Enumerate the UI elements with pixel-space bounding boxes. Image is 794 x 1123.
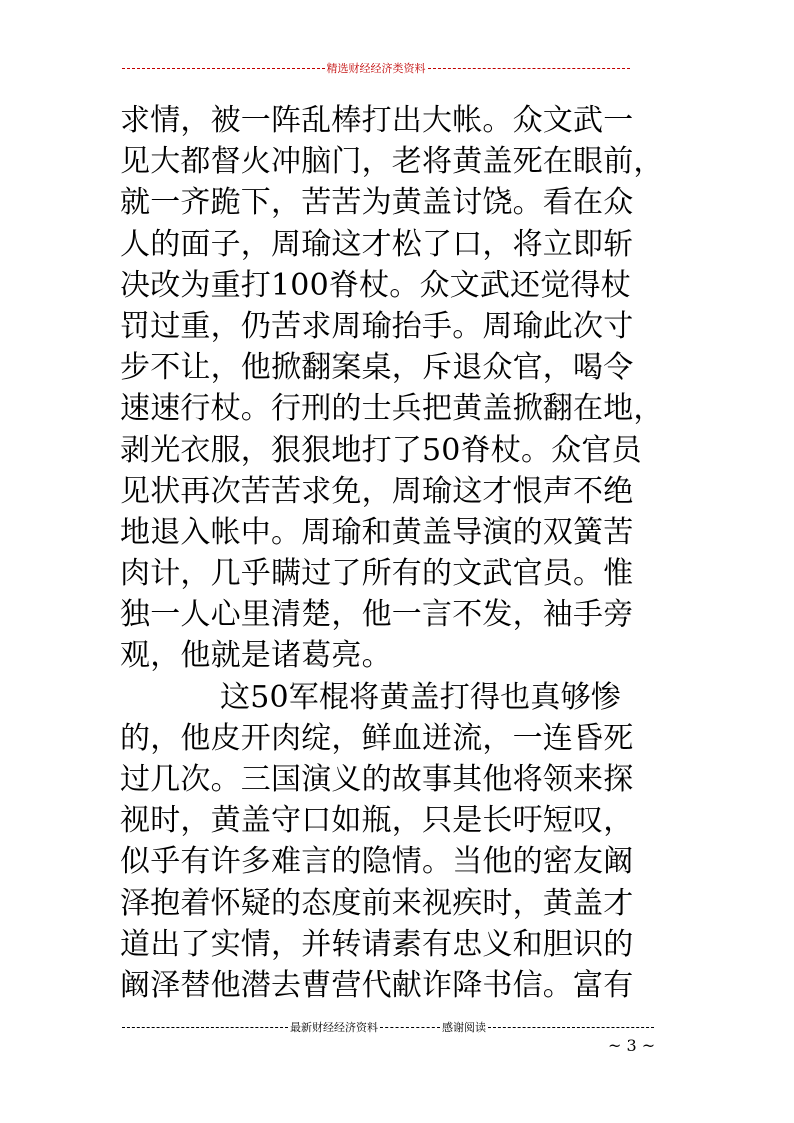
header-title: 精选财经经济类资料: [326, 62, 426, 75]
footer-right-label: 感谢阅读: [442, 1021, 486, 1034]
text-line: 独一人心里清楚，他一言不发，袖手旁: [120, 597, 634, 633]
text-line: 决改为重打100脊杖。众文武还觉得杖: [120, 267, 631, 303]
paragraph-first-line: 这50军棍将黄盖打得也真够惨: [220, 679, 621, 715]
footer-dash-left: [122, 1027, 288, 1028]
text-line: 速速行杖。行刑的士兵把黄盖掀翻在地，: [120, 391, 664, 427]
text-line: 肉计，几乎瞒过了所有的文武官员。惟: [120, 556, 634, 592]
text-line: 步不让，他掀翻案桌，斥退众官，喝令: [120, 350, 634, 386]
text-line: 的，他皮开肉绽，鲜血迸流，一连昏死: [120, 720, 634, 756]
header-dash-right: [428, 68, 631, 69]
page-footer: [120, 1018, 656, 1036]
text-line: 过几次。三国演义的故事其他将领来探: [120, 762, 634, 797]
text-line: 人的面子，周瑜这才松了口，将立即斩: [120, 226, 634, 262]
page-header: [120, 58, 632, 78]
text-line: 罚过重，仍苦求周瑜抬手。周瑜此次寸: [120, 308, 634, 344]
footer-dash-right: [488, 1027, 654, 1028]
header-dash-left: [122, 68, 325, 69]
text-line: 见状再次苦苦求免，周瑜这才恨声不绝: [120, 473, 634, 509]
page-number: ~ 3 ~: [608, 1036, 656, 1055]
footer-dash-middle: [380, 1027, 440, 1028]
text-line: 就一齐跪下，苦苦为黄盖讨饶。看在众: [120, 185, 634, 221]
text-line: 求情，被一阵乱棒打出大帐。众文武一: [120, 103, 634, 138]
text-line: 剥光衣服，狠狠地打了50脊杖。众官员: [120, 432, 642, 468]
text-line: 视时，黄盖守口如瓶，只是长吁短叹，: [120, 803, 634, 839]
text-line: 阚泽替他潜去曹营代献诈降书信。富有: [120, 967, 634, 1003]
text-line: 见大都督火冲脑门，老将黄盖死在眼前，: [120, 144, 664, 180]
footer-left-label: 最新财经经济资料: [290, 1021, 378, 1034]
text-line: 道出了实情，并转请素有忠义和胆识的: [120, 926, 634, 962]
text-line: 观，他就是诸葛亮。: [120, 638, 392, 674]
text-line: 地退入帐中。周瑜和黄盖导演的双簧苦: [120, 514, 634, 550]
text-line: 似乎有许多难言的隐情。当他的密友阚: [120, 844, 634, 880]
document-body: [120, 100, 676, 1006]
text-line: 泽抱着怀疑的态度前来视疾时，黄盖才: [120, 885, 634, 921]
